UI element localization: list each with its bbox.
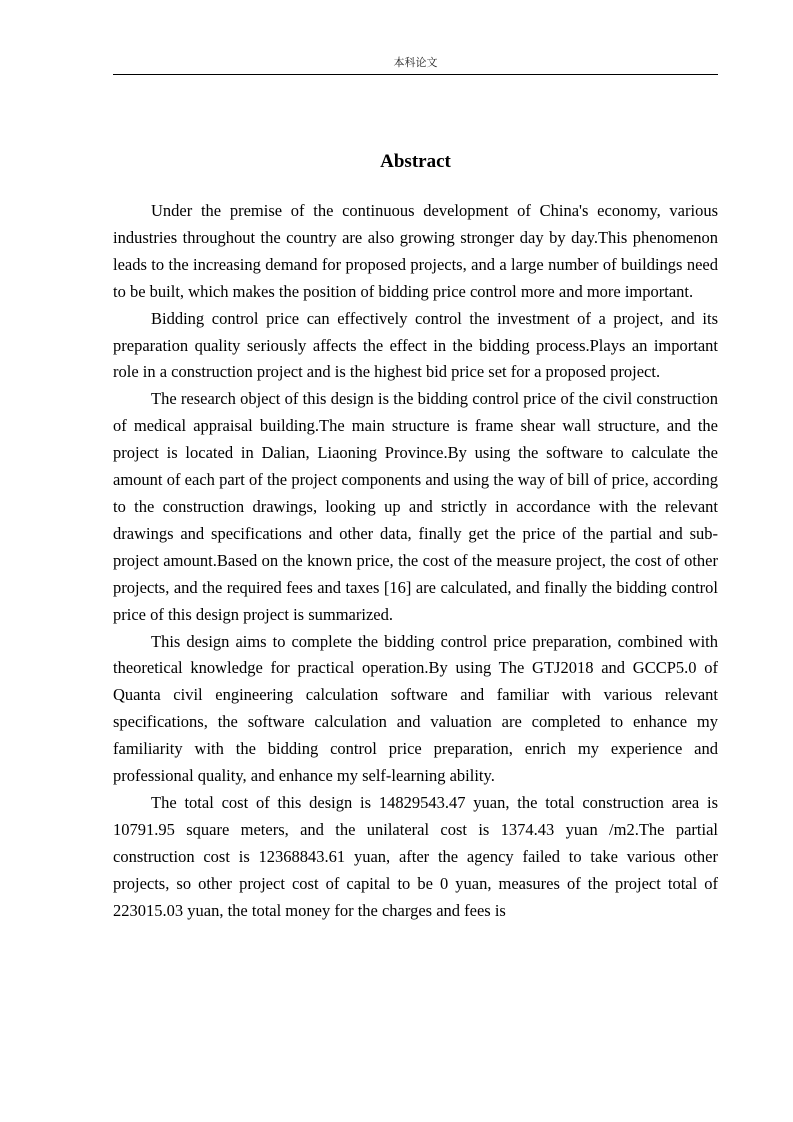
abstract-paragraph-4: This design aims to complete the bidding control price preparation, combined with theoretical knowledge for practical operation.By using The GTJ2018 and GCCP5.0 of Quanta civil engineering calculation software and familiar with various relevant specifications, the software calculation and valuation are completed to enhance my familiarity with the bidding control price preparation, enrich my experience and professional quality, and enhance my self-learning ability. xyxy=(113,631,718,786)
abstract-paragraph-1: Under the premise of the continuous development of China's economy, various industries throughout the country are also growing stronger day by day.This phenomenon leads to the increasing demand for proposed projects, and a large number of buildings need to be built, which makes the position of bidding price control more and more important. xyxy=(113,201,718,301)
header-text: 本科论文 xyxy=(393,56,438,69)
abstract-paragraph-5: The total cost of this design is 14829543.47 yuan, the total construction area is 10791.95 square meters, and the unilateral cost is 1374.43 yuan /m2.The partial construction cost is 12368843.61 yuan, after the agency failed to take various other projects, so other project cost of capital to be 0 yuan, measures of the project total of 223015.03 yuan, the total money for the charges and fees is xyxy=(113,792,718,920)
page-header xyxy=(113,56,718,75)
abstract-title: Abstract xyxy=(380,151,451,172)
abstract-paragraph-3: The research object of this design is the bidding control price of the civil construction of medical appraisal building.The main structure is frame shear wall structure, and the project is located in Dalian, Liaoning Province.By using the software to calculate the amount of each part of the project components and using the way of bill of price, according to the construction drawings, looking up and strictly in accordance with the relevant drawings and specifications and other data, finally get the price of the partial and sub-project amount.Based on the known price, the cost of the measure project, the cost of other projects, and the required fees and taxes [16] are calculated, and finally the bidding control price of this design project is summarized. xyxy=(113,389,718,624)
abstract-paragraph-2: Bidding control price can effectively control the investment of a project, and its preparation quality seriously affects the effect in the bidding process.Plays an important role in a construction project and is the highest bid price set for a proposed project. xyxy=(113,308,718,382)
abstract-body xyxy=(113,198,718,924)
